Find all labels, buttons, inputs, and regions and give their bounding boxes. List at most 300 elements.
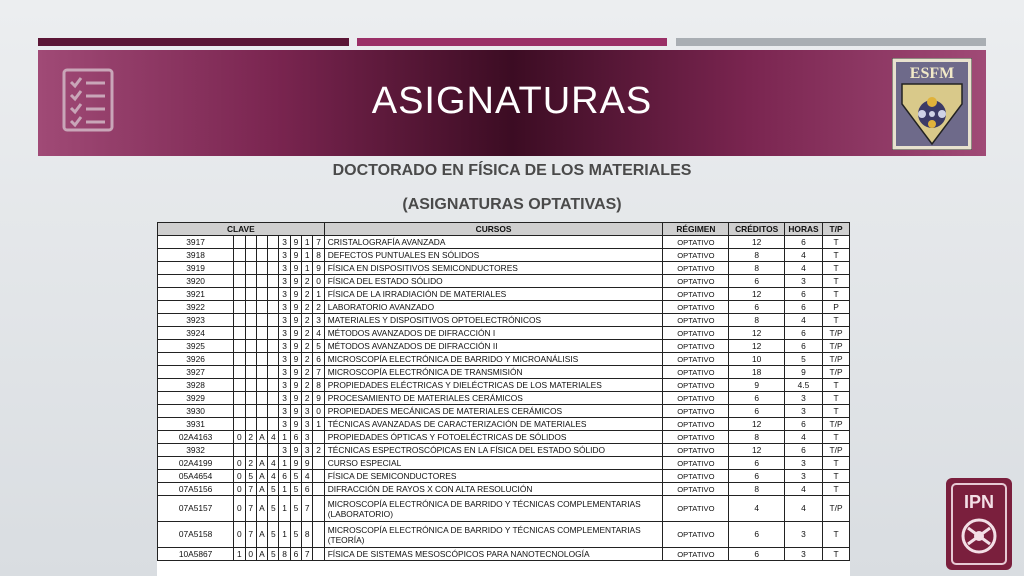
- cell-creditos: 6: [729, 522, 785, 548]
- cell-code-digit: 3: [302, 431, 313, 444]
- cell-code-digit: 9: [290, 262, 301, 275]
- cell-course: TÉCNICAS AVANZADAS DE CARACTERIZACIÓN DE MATERIALES: [324, 418, 663, 431]
- cell-tp: T/P: [823, 496, 850, 522]
- cell-tp: T: [823, 405, 850, 418]
- cell-tp: T/P: [823, 353, 850, 366]
- cell-code-digit: 0: [313, 275, 324, 288]
- cell-code: 3931: [158, 418, 234, 431]
- cell-code-digit: 7: [245, 522, 256, 548]
- cell-tp: T: [823, 314, 850, 327]
- cell-code-digit: 9: [290, 249, 301, 262]
- section-title: (ASIGNATURAS OPTATIVAS): [402, 196, 622, 213]
- cell-code-digit: 4: [313, 327, 324, 340]
- table-row: [158, 379, 850, 392]
- table-row: [158, 236, 850, 249]
- cell-code-digit: 7: [302, 496, 313, 522]
- cell-horas: 6: [784, 301, 822, 314]
- cell-code-digit: [245, 405, 256, 418]
- cell-horas: 6: [784, 288, 822, 301]
- table-row: [158, 392, 850, 405]
- cell-tp: T/P: [823, 366, 850, 379]
- cell-code-digit: 9: [290, 275, 301, 288]
- table-row: [158, 522, 850, 548]
- cell-code-digit: 9: [290, 236, 301, 249]
- cell-code-digit: [245, 340, 256, 353]
- cell-code-digit: 0: [234, 496, 245, 522]
- cell-code-digit: [256, 301, 267, 314]
- cell-regimen: OPTATIVO: [663, 496, 729, 522]
- ipn-logo: [944, 476, 1014, 572]
- cell-regimen: OPTATIVO: [663, 314, 729, 327]
- cell-code-digit: 9: [313, 392, 324, 405]
- cell-code-digit: 7: [313, 366, 324, 379]
- cell-code-digit: 6: [290, 431, 301, 444]
- cell-code-digit: [234, 288, 245, 301]
- cell-code-digit: [268, 444, 279, 457]
- cell-tp: T: [823, 249, 850, 262]
- cell-course: MÉTODOS AVANZADOS DE DIFRACCIÓN II: [324, 340, 663, 353]
- header-cursos: CURSOS: [324, 223, 663, 236]
- cell-code-digit: [245, 353, 256, 366]
- accent-bar-dark: [38, 38, 349, 46]
- cell-code-digit: 2: [302, 288, 313, 301]
- cell-code-digit: [256, 366, 267, 379]
- cell-creditos: 6: [729, 275, 785, 288]
- cell-code-digit: [256, 340, 267, 353]
- cell-creditos: 12: [729, 327, 785, 340]
- cell-creditos: 6: [729, 392, 785, 405]
- cell-creditos: 12: [729, 288, 785, 301]
- cell-course: PROPIEDADES ELÉCTRICAS Y DIELÉCTRICAS DE LOS MATERIALES: [324, 379, 663, 392]
- cell-code-digit: 3: [279, 366, 290, 379]
- cell-tp: T: [823, 483, 850, 496]
- cell-code-digit: 2: [302, 314, 313, 327]
- cell-code-digit: 5: [290, 483, 301, 496]
- cell-code-digit: 3: [279, 314, 290, 327]
- cell-creditos: 18: [729, 366, 785, 379]
- cell-code-digit: 5: [268, 522, 279, 548]
- cell-code-digit: [313, 548, 324, 561]
- cell-horas: 6: [784, 418, 822, 431]
- table-row: [158, 288, 850, 301]
- cell-tp: P: [823, 301, 850, 314]
- cell-code-digit: 2: [302, 275, 313, 288]
- esfm-logo: [892, 58, 972, 150]
- cell-horas: 4: [784, 314, 822, 327]
- cell-course: FÍSICA DE SISTEMAS MESOSCÓPICOS PARA NANOTECNOLOGÍA: [324, 548, 663, 561]
- cell-code-digit: 3: [279, 340, 290, 353]
- accent-bar-gray: [676, 38, 986, 46]
- cell-code-digit: 7: [245, 483, 256, 496]
- cell-code-digit: [234, 392, 245, 405]
- cell-code-digit: [268, 392, 279, 405]
- cell-code-digit: [268, 366, 279, 379]
- cell-creditos: 8: [729, 262, 785, 275]
- table-row: [158, 483, 850, 496]
- cell-code-digit: 2: [302, 301, 313, 314]
- cell-code: 3917: [158, 236, 234, 249]
- cell-code-digit: 9: [313, 262, 324, 275]
- cell-tp: T: [823, 392, 850, 405]
- cell-code-digit: 0: [245, 548, 256, 561]
- cell-code: 3929: [158, 392, 234, 405]
- cell-code-digit: 3: [279, 236, 290, 249]
- cell-code-digit: [268, 262, 279, 275]
- cell-code: 02A4199: [158, 457, 234, 470]
- table-row: [158, 405, 850, 418]
- cell-code: 3928: [158, 379, 234, 392]
- cell-regimen: OPTATIVO: [663, 470, 729, 483]
- cell-code-digit: 1: [279, 522, 290, 548]
- cell-horas: 3: [784, 275, 822, 288]
- cell-course: DEFECTOS PUNTUALES EN SÓLIDOS: [324, 249, 663, 262]
- cell-code-digit: 1: [279, 483, 290, 496]
- cell-horas: 6: [784, 444, 822, 457]
- cell-code-digit: 9: [290, 405, 301, 418]
- cell-code-digit: [256, 275, 267, 288]
- cell-tp: T: [823, 431, 850, 444]
- cell-tp: T: [823, 470, 850, 483]
- cell-creditos: 9: [729, 379, 785, 392]
- header-clave: CLAVE: [158, 223, 325, 236]
- cell-regimen: OPTATIVO: [663, 457, 729, 470]
- cell-horas: 3: [784, 522, 822, 548]
- cell-tp: T: [823, 457, 850, 470]
- cell-code: 3932: [158, 444, 234, 457]
- cell-code-digit: [256, 392, 267, 405]
- cell-code-digit: 9: [302, 457, 313, 470]
- cell-regimen: OPTATIVO: [663, 444, 729, 457]
- cell-tp: T: [823, 522, 850, 548]
- cell-code-digit: [234, 314, 245, 327]
- table-row: [158, 275, 850, 288]
- cell-code-digit: [245, 327, 256, 340]
- cell-code-digit: 0: [313, 405, 324, 418]
- cell-horas: 4: [784, 262, 822, 275]
- cell-code-digit: 3: [279, 405, 290, 418]
- cell-creditos: 8: [729, 431, 785, 444]
- cell-horas: 5: [784, 353, 822, 366]
- cell-code-digit: 2: [313, 301, 324, 314]
- table-header-row: [158, 223, 850, 236]
- cell-code: 3925: [158, 340, 234, 353]
- cell-code-digit: [313, 470, 324, 483]
- cell-code-digit: [256, 379, 267, 392]
- cell-code: 3924: [158, 327, 234, 340]
- cell-code-digit: 8: [302, 522, 313, 548]
- cell-code-digit: 7: [313, 236, 324, 249]
- cell-regimen: OPTATIVO: [663, 249, 729, 262]
- cell-code-digit: [234, 405, 245, 418]
- header-regimen: RÉGIMEN: [663, 223, 729, 236]
- cell-code-digit: A: [256, 457, 267, 470]
- courses-table-container: [157, 222, 850, 576]
- cell-code-digit: [234, 236, 245, 249]
- cell-code: 3919: [158, 262, 234, 275]
- cell-code-digit: 0: [234, 470, 245, 483]
- cell-code-digit: [313, 457, 324, 470]
- cell-horas: 3: [784, 470, 822, 483]
- esfm-logo-text: ESFM: [909, 65, 955, 82]
- cell-code-digit: 4: [268, 431, 279, 444]
- cell-tp: T: [823, 275, 850, 288]
- cell-regimen: OPTATIVO: [663, 483, 729, 496]
- cell-code-digit: [268, 275, 279, 288]
- cell-code-digit: [256, 405, 267, 418]
- cell-horas: 4: [784, 496, 822, 522]
- cell-code-digit: [256, 444, 267, 457]
- cell-code-digit: [234, 366, 245, 379]
- cell-code-digit: 7: [302, 548, 313, 561]
- cell-horas: 6: [784, 340, 822, 353]
- cell-code-digit: A: [256, 483, 267, 496]
- cell-course: CRISTALOGRAFÍA AVANZADA: [324, 236, 663, 249]
- cell-code-digit: 8: [313, 249, 324, 262]
- cell-code-digit: 6: [313, 353, 324, 366]
- cell-tp: T/P: [823, 418, 850, 431]
- cell-regimen: OPTATIVO: [663, 522, 729, 548]
- cell-code-digit: [268, 418, 279, 431]
- cell-code-digit: 1: [313, 418, 324, 431]
- cell-code: 07A5158: [158, 522, 234, 548]
- cell-code-digit: 1: [279, 496, 290, 522]
- cell-code-digit: 5: [268, 496, 279, 522]
- cell-creditos: 6: [729, 457, 785, 470]
- cell-code-digit: 1: [279, 431, 290, 444]
- cell-code-digit: 8: [279, 548, 290, 561]
- cell-code: 3930: [158, 405, 234, 418]
- cell-horas: 4: [784, 483, 822, 496]
- cell-code: 3922: [158, 301, 234, 314]
- cell-tp: T: [823, 262, 850, 275]
- cell-code-digit: [234, 249, 245, 262]
- cell-code-digit: [234, 327, 245, 340]
- cell-code: 3918: [158, 249, 234, 262]
- cell-code-digit: 4: [302, 470, 313, 483]
- cell-code: 07A5157: [158, 496, 234, 522]
- table-row: [158, 249, 850, 262]
- cell-creditos: 12: [729, 340, 785, 353]
- cell-code-digit: 3: [279, 418, 290, 431]
- cell-horas: 4.5: [784, 379, 822, 392]
- table-row: [158, 548, 850, 561]
- cell-code-digit: 5: [290, 496, 301, 522]
- cell-creditos: 10: [729, 353, 785, 366]
- cell-code-digit: 2: [245, 431, 256, 444]
- cell-code-digit: [256, 236, 267, 249]
- cell-code-digit: 1: [313, 288, 324, 301]
- cell-code-digit: A: [256, 431, 267, 444]
- cell-creditos: 8: [729, 483, 785, 496]
- cell-code-digit: [234, 418, 245, 431]
- cell-code-digit: 1: [234, 548, 245, 561]
- cell-regimen: OPTATIVO: [663, 340, 729, 353]
- cell-code-digit: 2: [313, 444, 324, 457]
- cell-code-digit: 9: [290, 366, 301, 379]
- table-row: [158, 418, 850, 431]
- cell-code-digit: 9: [290, 379, 301, 392]
- cell-code-digit: 0: [234, 431, 245, 444]
- cell-code: 02A4163: [158, 431, 234, 444]
- cell-code-digit: [245, 366, 256, 379]
- cell-code-digit: [268, 379, 279, 392]
- cell-course: TÉCNICAS ESPECTROSCÓPICAS EN LA FÍSICA DEL ESTADO SÓLIDO: [324, 444, 663, 457]
- cell-code-digit: 8: [313, 379, 324, 392]
- cell-code-digit: 4: [268, 457, 279, 470]
- table-row: [158, 444, 850, 457]
- cell-regimen: OPTATIVO: [663, 353, 729, 366]
- cell-code: 3920: [158, 275, 234, 288]
- cell-code-digit: 6: [302, 483, 313, 496]
- cell-regimen: OPTATIVO: [663, 327, 729, 340]
- cell-code-digit: 5: [290, 470, 301, 483]
- cell-code-digit: 3: [279, 249, 290, 262]
- cell-code-digit: [245, 392, 256, 405]
- cell-code-digit: [256, 353, 267, 366]
- cell-code-digit: [234, 301, 245, 314]
- cell-code-digit: [256, 262, 267, 275]
- cell-horas: 4: [784, 249, 822, 262]
- cell-code-digit: 3: [279, 288, 290, 301]
- cell-code-digit: 5: [268, 483, 279, 496]
- page-title: ASIGNATURAS: [371, 80, 653, 122]
- cell-course: MICROSCOPÍA ELECTRÓNICA DE BARRIDO Y MICROANÁLISIS: [324, 353, 663, 366]
- cell-code: 07A5156: [158, 483, 234, 496]
- cell-code-digit: 3: [279, 262, 290, 275]
- header-creditos: CRÉDITOS: [729, 223, 785, 236]
- cell-code-digit: 0: [234, 522, 245, 548]
- cell-code-digit: 7: [245, 496, 256, 522]
- cell-code-digit: 2: [302, 366, 313, 379]
- cell-creditos: 8: [729, 249, 785, 262]
- table-row: [158, 340, 850, 353]
- cell-course: PROPIEDADES MECÁNICAS DE MATERIALES CERÁMICOS: [324, 405, 663, 418]
- cell-code-digit: 2: [302, 340, 313, 353]
- cell-tp: T/P: [823, 327, 850, 340]
- cell-code: 3927: [158, 366, 234, 379]
- cell-code-digit: [268, 340, 279, 353]
- cell-code-digit: 3: [302, 418, 313, 431]
- cell-course: PROCESAMIENTO DE MATERIALES CERÁMICOS: [324, 392, 663, 405]
- cell-code-digit: [313, 431, 324, 444]
- cell-tp: T/P: [823, 444, 850, 457]
- accent-bar-magenta: [357, 38, 667, 46]
- cell-course: PROPIEDADES ÓPTICAS Y FOTOELÉCTRICAS DE SÓLIDOS: [324, 431, 663, 444]
- cell-code-digit: [268, 405, 279, 418]
- cell-tp: T: [823, 548, 850, 561]
- cell-code-digit: [268, 236, 279, 249]
- cell-code-digit: 5: [268, 548, 279, 561]
- cell-code-digit: 3: [279, 327, 290, 340]
- cell-regimen: OPTATIVO: [663, 405, 729, 418]
- cell-code-digit: [245, 379, 256, 392]
- cell-code-digit: [256, 418, 267, 431]
- cell-code-digit: A: [256, 470, 267, 483]
- cell-code-digit: 0: [234, 483, 245, 496]
- cell-code-digit: [234, 444, 245, 457]
- title-banner: [38, 50, 986, 156]
- cell-code-digit: 1: [302, 262, 313, 275]
- cell-course: MICROSCOPÍA ELECTRÓNICA DE BARRIDO Y TÉCNICAS COMPLEMENTARIAS (LABORATORIO): [324, 496, 663, 522]
- cell-course: FÍSICA EN DISPOSITIVOS SEMICONDUCTORES: [324, 262, 663, 275]
- cell-code-digit: 4: [268, 470, 279, 483]
- cell-code-digit: [245, 301, 256, 314]
- cell-course: MÉTODOS AVANZADOS DE DIFRACCIÓN I: [324, 327, 663, 340]
- cell-code-digit: 9: [290, 327, 301, 340]
- cell-code-digit: 9: [290, 301, 301, 314]
- cell-code-digit: 9: [290, 444, 301, 457]
- cell-regimen: OPTATIVO: [663, 379, 729, 392]
- cell-code-digit: A: [256, 548, 267, 561]
- cell-code-digit: [245, 444, 256, 457]
- cell-code-digit: [234, 262, 245, 275]
- cell-code-digit: [313, 483, 324, 496]
- cell-code-digit: [245, 249, 256, 262]
- cell-regimen: OPTATIVO: [663, 418, 729, 431]
- cell-regimen: OPTATIVO: [663, 548, 729, 561]
- cell-regimen: OPTATIVO: [663, 236, 729, 249]
- table-row: [158, 366, 850, 379]
- cell-code-digit: [234, 353, 245, 366]
- cell-course: FÍSICA DE LA IRRADIACIÓN DE MATERIALES: [324, 288, 663, 301]
- cell-code-digit: [234, 275, 245, 288]
- cell-tp: T: [823, 236, 850, 249]
- table-row: [158, 327, 850, 340]
- cell-creditos: 12: [729, 236, 785, 249]
- cell-creditos: 12: [729, 418, 785, 431]
- cell-tp: T: [823, 379, 850, 392]
- cell-code-digit: [245, 314, 256, 327]
- cell-code-digit: [256, 314, 267, 327]
- cell-code-digit: [234, 379, 245, 392]
- cell-creditos: 6: [729, 301, 785, 314]
- header-horas: HORAS: [784, 223, 822, 236]
- cell-code-digit: 9: [290, 457, 301, 470]
- cell-regimen: OPTATIVO: [663, 392, 729, 405]
- cell-code-digit: 1: [302, 249, 313, 262]
- cell-code-digit: [313, 522, 324, 548]
- cell-code-digit: 3: [279, 379, 290, 392]
- cell-code-digit: 5: [245, 470, 256, 483]
- cell-tp: T/P: [823, 340, 850, 353]
- cell-regimen: OPTATIVO: [663, 366, 729, 379]
- cell-horas: 3: [784, 405, 822, 418]
- cell-code-digit: 3: [279, 444, 290, 457]
- cell-course: FÍSICA DEL ESTADO SÓLIDO: [324, 275, 663, 288]
- table-row: [158, 262, 850, 275]
- cell-code-digit: 9: [290, 418, 301, 431]
- cell-code-digit: [256, 249, 267, 262]
- cell-course: MICROSCOPÍA ELECTRÓNICA DE BARRIDO Y TÉCNICAS COMPLEMENTARIAS (TEORÍA): [324, 522, 663, 548]
- table-row: [158, 496, 850, 522]
- cell-creditos: 4: [729, 496, 785, 522]
- cell-code-digit: [256, 327, 267, 340]
- cell-regimen: OPTATIVO: [663, 301, 729, 314]
- cell-code-digit: 3: [279, 275, 290, 288]
- cell-code-digit: [268, 314, 279, 327]
- cell-code-digit: 3: [279, 392, 290, 405]
- cell-code: 3926: [158, 353, 234, 366]
- table-row: [158, 431, 850, 444]
- cell-course: DIFRACCIÓN DE RAYOS X CON ALTA RESOLUCIÓN: [324, 483, 663, 496]
- cell-horas: 3: [784, 392, 822, 405]
- cell-code-digit: [268, 288, 279, 301]
- cell-creditos: 8: [729, 314, 785, 327]
- cell-code-digit: [256, 288, 267, 301]
- cell-code-digit: A: [256, 496, 267, 522]
- cell-horas: 3: [784, 548, 822, 561]
- cell-code-digit: [245, 275, 256, 288]
